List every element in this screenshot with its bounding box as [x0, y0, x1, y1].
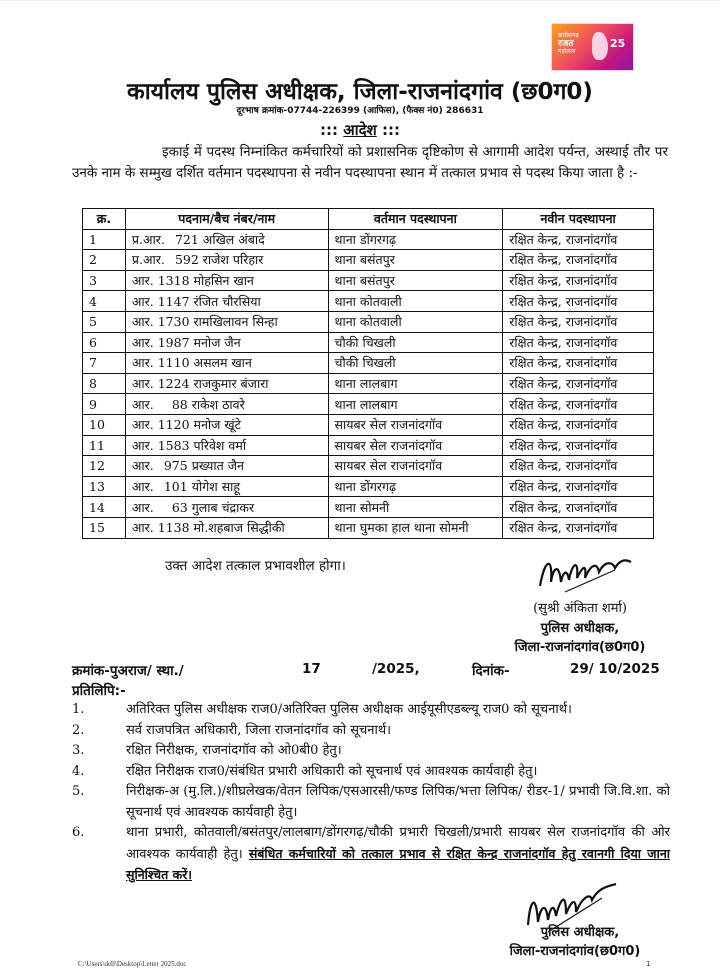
- serial-cell: 11: [83, 435, 126, 456]
- current-posting-cell: सायबर सेल राजनांदगॉव: [328, 414, 503, 435]
- employee-name: मोहसिन खान: [193, 273, 254, 289]
- rank: आर.: [131, 437, 154, 453]
- new-posting-cell: रक्षित केन्द्र, राजनांदगॉव: [503, 250, 654, 271]
- rank-badge: [132, 313, 190, 330]
- badge-number: 1318: [157, 273, 190, 289]
- new-posting-cell: रक्षित केन्द्र, राजनांदगॉव: [503, 456, 654, 477]
- badge-number: 592: [174, 252, 199, 268]
- rank-badge: [132, 416, 190, 433]
- employee-name: रामखिलावन सिन्हा: [193, 314, 278, 330]
- copy-to-label: प्रतिलिपि:-: [72, 683, 126, 699]
- rank: आर.: [131, 479, 154, 495]
- date-label: दिनांक-: [472, 663, 510, 679]
- employee-cell: [125, 476, 328, 497]
- copy-to-item: [72, 741, 670, 762]
- copy-to-item: [72, 700, 670, 721]
- employee-name: असलम खान: [193, 355, 252, 371]
- current-posting-cell: चौकी चिखली: [328, 353, 503, 374]
- serial-cell: 7: [83, 353, 126, 374]
- employee-cell: [125, 250, 328, 271]
- new-posting-cell: रक्षित केन्द्र, राजनांदगॉव: [503, 497, 654, 518]
- employee-name: प्रख्यात जैन: [191, 458, 244, 474]
- employee-cell: [125, 332, 328, 353]
- badge-number: 101: [163, 479, 188, 495]
- rank: आर.: [131, 293, 154, 309]
- employee-name: अखिल अंबादे: [202, 231, 265, 247]
- new-posting-cell: रक्षित केन्द्र, राजनांदगॉव: [503, 394, 654, 415]
- footer-page-number: 1: [646, 960, 651, 968]
- employee-cell: [125, 497, 328, 518]
- rank: आर.: [131, 273, 154, 289]
- serial-cell: 1: [83, 229, 126, 250]
- copy-to-item-text: निरीक्षक-अ (मु.लि.)/शीघ्रलेखक/वेतन लिपिक/एसआरसी/फण्ड लिपिक/भत्ता लिपिक/ रीडर-1/ प्रभावी जि.वि.शा. को सूचनार्थ एवं आवश्यक कार्यवाही हेतु।: [126, 784, 670, 820]
- badge-number: 721: [174, 231, 199, 247]
- rank: आर.: [131, 417, 154, 433]
- contact-line: दूरभाष क्रमांक-07744-226399 (आफिस), (फैक्स नं0) 286631: [236, 106, 484, 116]
- employee-name: मनोज खूंटे: [193, 417, 241, 433]
- signatory-2-designation: पुलिस अधीक्षक,: [540, 925, 620, 940]
- current-posting-cell: थाना घुमका हाल थाना सोमनी: [328, 517, 503, 538]
- table-row: [83, 456, 654, 477]
- serial-cell: 6: [83, 332, 126, 353]
- copy-to-item-number: 6.: [72, 825, 85, 840]
- table-header-row: [83, 209, 654, 230]
- signatory-2-district: जिला-राजनांदगांव(छ0ग0): [509, 944, 641, 959]
- badge-number: 1138: [157, 520, 190, 536]
- header-serial: क्र.: [83, 209, 126, 230]
- copy-to-item-number: 5.: [72, 784, 85, 799]
- table-row: [83, 497, 654, 518]
- serial-cell: 8: [83, 373, 126, 394]
- state-map-icon: [592, 32, 608, 60]
- badge-number: 1120: [157, 417, 190, 433]
- rank: आर.: [131, 499, 154, 515]
- employee-cell: [125, 353, 328, 374]
- table-row: [83, 394, 654, 415]
- intro-paragraph: [72, 142, 668, 184]
- logo-number: 25: [610, 37, 626, 50]
- current-posting-cell: थाना बसंतपुर: [328, 270, 503, 291]
- table-row: [83, 311, 654, 332]
- rank-badge: [132, 478, 188, 495]
- rank: आर.: [131, 458, 154, 474]
- copy-to-item-number: 1.: [72, 702, 85, 717]
- copy-to-list: [72, 700, 670, 887]
- new-posting-cell: रक्षित केन्द्र, राजनांदगॉव: [503, 353, 654, 374]
- serial-cell: 9: [83, 394, 126, 415]
- badge-number: 1110: [157, 355, 190, 371]
- reference-year: /2025,: [372, 661, 420, 677]
- order-heading: [0, 120, 720, 140]
- employee-cell: [125, 291, 328, 312]
- order-heading-title: आदेश: [343, 121, 377, 139]
- rank-badge: [132, 499, 188, 516]
- table-row: [83, 270, 654, 291]
- footer-file-path: C:\Users\dell\Desktop\Letter 2025.doc: [78, 960, 187, 968]
- employee-cell: [125, 229, 328, 250]
- office-title: कार्यालय पुलिस अधीक्षक, जिला-राजनांदगांव (छ0ग0): [127, 79, 593, 105]
- copy-to-item-text: थाना प्रभारी, कोतवाली/बसंतपुर/लालबाग/डोंगरगढ़/चौकी प्रभारी चिखली/प्रभारी सायबर सेल राजनांदगॉव की ओर आवश्यक कार्यवाही हेतु।: [126, 825, 670, 862]
- intro-text: इकाई में पदस्थ निम्नांकित कर्मचारियों को प्रशासनिक दृष्टिकोण से आगामी आदेश पर्यन्त, अस्थाई तौर पर उनके नाम के सम्मुख दर्शित वर्तमान पदस्थापना से नवीन पदस्थापना स्थान में तत्काल प्रभाव से पदस्थ किया जाता है :-: [72, 144, 668, 181]
- serial-cell: 12: [83, 456, 126, 477]
- effect-note: उक्त आदेश तत्काल प्रभावशील होगा।: [165, 558, 346, 574]
- reference-number-label: क्रमांक-पुअराज/ स्था./: [72, 663, 184, 679]
- current-posting-cell: सायबर सेल राजनांदगॉव: [328, 435, 503, 456]
- current-posting-cell: थाना सोमनी: [328, 497, 503, 518]
- signature: [535, 548, 635, 598]
- logo-line-2: रजत: [558, 39, 574, 49]
- table-row: [83, 414, 654, 435]
- rank: आर.: [131, 376, 154, 392]
- rank: आर.: [131, 314, 154, 330]
- new-posting-cell: रक्षित केन्द्र, राजनांदगॉव: [503, 414, 654, 435]
- header-name: पदनाम/बैच नंबर/नाम: [125, 209, 328, 230]
- serial-cell: 13: [83, 476, 126, 497]
- header-current-posting: वर्तमान पदस्थापना: [328, 209, 503, 230]
- rank: आर.: [131, 355, 154, 371]
- rajat-mahotsav-logo: [551, 23, 634, 71]
- current-posting-cell: चौकी चिखली: [328, 332, 503, 353]
- rank-badge: [132, 251, 199, 268]
- current-posting-cell: थाना डोंगरगढ़: [328, 476, 503, 497]
- table-row: [83, 517, 654, 538]
- new-posting-cell: रक्षित केन्द्र, राजनांदगॉव: [503, 435, 654, 456]
- employee-cell: [125, 435, 328, 456]
- rank-badge: [132, 334, 190, 351]
- employee-name: मो.शहबाज सिद्धीकी: [193, 520, 285, 536]
- current-posting-cell: थाना डोंगरगढ़: [328, 229, 503, 250]
- rank: प्र.आर.: [131, 231, 165, 247]
- new-posting-cell: रक्षित केन्द्र, राजनांदगॉव: [503, 311, 654, 332]
- employee-name: मनोज जैन: [193, 334, 241, 350]
- order-heading-prefix: :::: [320, 121, 339, 139]
- employee-cell: [125, 517, 328, 538]
- logo-line-1: छत्तीसगढ़: [558, 32, 579, 39]
- table-row: [83, 353, 654, 374]
- top-divider: [0, 0, 720, 1]
- new-posting-cell: रक्षित केन्द्र, राजनांदगॉव: [503, 332, 654, 353]
- badge-number: 1730: [157, 314, 190, 330]
- new-posting-cell: रक्षित केन्द्र, राजनांदगॉव: [503, 476, 654, 497]
- rank-badge: [132, 231, 199, 248]
- reference-number: 17: [302, 661, 321, 677]
- copy-to-item-number: 3.: [72, 743, 85, 758]
- serial-cell: 2: [83, 250, 126, 271]
- current-posting-cell: सायबर सेल राजनांदगॉव: [328, 456, 503, 477]
- table-row: [83, 332, 654, 353]
- employee-cell: [125, 373, 328, 394]
- rank: आर.: [131, 334, 154, 350]
- employee-cell: [125, 270, 328, 291]
- employee-name: परिवेश वर्मा: [193, 437, 247, 453]
- badge-number: 63: [171, 499, 188, 515]
- current-posting-cell: थाना कोतवाली: [328, 311, 503, 332]
- employee-name: राजकुमार बंजारा: [193, 376, 269, 392]
- signatory-designation: पुलिस अधीक्षक,: [540, 621, 620, 636]
- serial-cell: 15: [83, 517, 126, 538]
- serial-cell: 4: [83, 291, 126, 312]
- rank: आर.: [131, 520, 154, 536]
- copy-to-item: [72, 721, 670, 742]
- employee-name: राजेश परिहार: [202, 252, 264, 268]
- rank: प्र.आर.: [131, 252, 165, 268]
- transfer-table: [82, 208, 654, 539]
- serial-cell: 5: [83, 311, 126, 332]
- employee-name: रंजित चौरसिया: [193, 293, 261, 309]
- table-row: [83, 229, 654, 250]
- employee-cell: [125, 394, 328, 415]
- copy-to-item-number: 4.: [72, 763, 85, 779]
- employee-cell: [125, 456, 328, 477]
- copy-to-item: [72, 823, 670, 887]
- rank-badge: [132, 293, 190, 310]
- new-posting-cell: रक्षित केन्द्र, राजनांदगॉव: [503, 229, 654, 250]
- serial-cell: 3: [83, 270, 126, 291]
- badge-number: 1987: [157, 334, 190, 350]
- copy-to-item-text: रक्षित निरीक्षक राज0/संबंधित प्रभारी अधिकारी को सूचनार्थ एवं आवश्यक कार्यवाही हेतु।: [126, 763, 538, 779]
- copy-to-item-text: अतिरिक्त पुलिस अधीक्षक राज0/अतिरिक्त पुलिस अधीक्षक आईयूसीएडब्ल्यू राज0 को सूचनार्थ।: [126, 702, 572, 717]
- new-posting-cell: रक्षित केन्द्र, राजनांदगॉव: [503, 373, 654, 394]
- employee-name: गुलाब चंद्राकर: [191, 499, 255, 515]
- current-posting-cell: थाना बसंतपुर: [328, 250, 503, 271]
- rank-badge: [132, 272, 190, 289]
- employee-cell: [125, 414, 328, 435]
- new-posting-cell: रक्षित केन्द्र, राजनांदगॉव: [503, 270, 654, 291]
- new-posting-cell: रक्षित केन्द्र, राजनांदगॉव: [503, 291, 654, 312]
- rank-badge: [132, 519, 190, 536]
- copy-to-item-text: रक्षित निरीक्षक, राजनांदगॉव को ओ0बी0 हेतु।: [126, 743, 342, 758]
- rank-badge: [132, 354, 190, 371]
- copy-to-item: [72, 782, 670, 823]
- signatory-name: (सुश्री अंकिता शर्मा): [533, 601, 627, 616]
- badge-number: 1147: [157, 293, 190, 309]
- current-posting-cell: थाना लालबाग: [328, 373, 503, 394]
- copy-to-item-text: सर्व राजपत्रित अधिकारी, जिला राजनांदगॉव को सूचनार्थ।: [126, 722, 392, 738]
- badge-number: 1583: [157, 437, 190, 453]
- copy-to-item: [72, 762, 670, 783]
- employee-name: योगेश साहू: [191, 479, 241, 495]
- order-heading-suffix: :::: [381, 121, 400, 139]
- new-posting-cell: रक्षित केन्द्र, राजनांदगॉव: [503, 517, 654, 538]
- table-row: [83, 250, 654, 271]
- serial-cell: 14: [83, 497, 126, 518]
- rank-badge: [132, 457, 188, 474]
- copy-to-item-number: 2.: [72, 722, 85, 738]
- current-posting-cell: थाना लालबाग: [328, 394, 503, 415]
- header-new-posting: नवीन पदस्थापना: [503, 209, 654, 230]
- serial-cell: 10: [83, 414, 126, 435]
- table-row: [83, 476, 654, 497]
- rank-badge: [132, 396, 188, 413]
- copy-to-item-emphasis: संबंधित कर्मचारियों को तत्काल प्रभाव से रक्षित केन्द्र राजनांदगॉव हेतु रवानगी दिया जाना सुनिश्चित करें।: [126, 845, 670, 882]
- badge-number: 88: [171, 396, 188, 412]
- table-row: [83, 435, 654, 456]
- table-row: [83, 291, 654, 312]
- logo-line-3: महोत्सव: [558, 48, 576, 55]
- employee-cell: [125, 311, 328, 332]
- signatory-district: जिला-राजनांदगांव(छ0ग0): [514, 640, 646, 655]
- employee-name: राकेश ठावरे: [191, 396, 245, 412]
- rank-badge: [132, 437, 190, 454]
- reference-line: [72, 661, 668, 681]
- badge-number: 1224: [157, 376, 190, 392]
- table-row: [83, 373, 654, 394]
- badge-number: 975: [163, 458, 188, 474]
- rank-badge: [132, 375, 190, 392]
- rank: आर.: [131, 396, 154, 412]
- current-posting-cell: थाना कोतवाली: [328, 291, 503, 312]
- order-date: 29/ 10/2025: [570, 661, 660, 677]
